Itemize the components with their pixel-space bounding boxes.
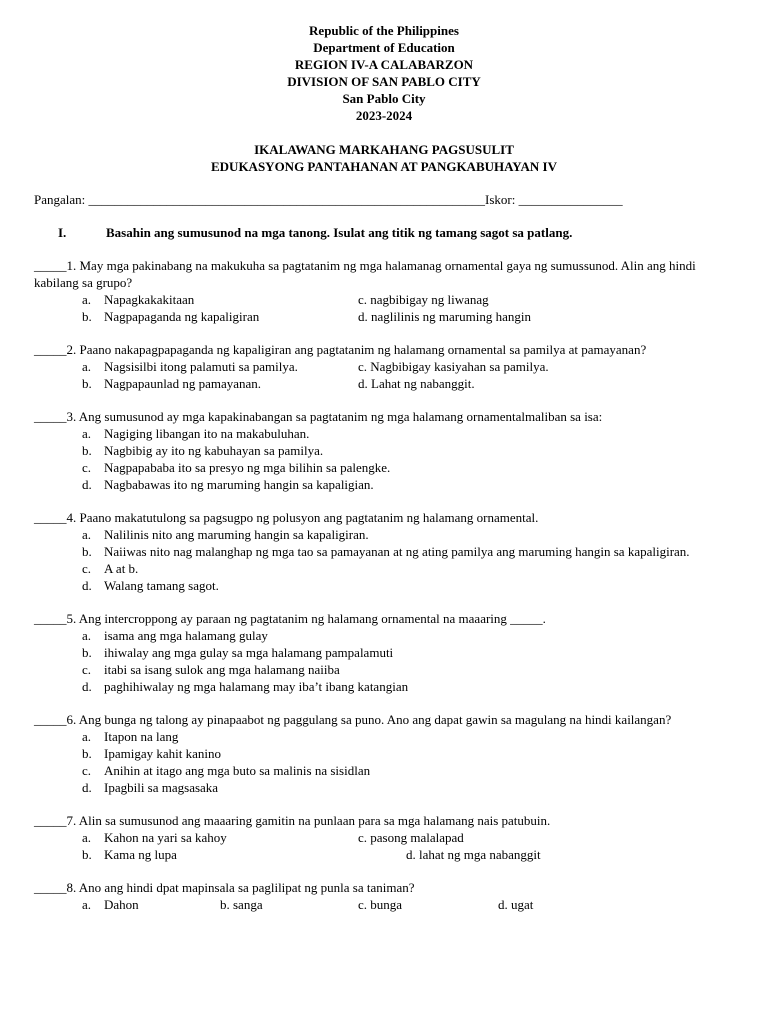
option-c: c. bunga (358, 897, 403, 912)
option-b: Nagpapaunlad ng pamayanan. (104, 376, 262, 391)
option-label: b. (82, 544, 92, 559)
option-label: d. (82, 477, 92, 492)
question-3 (34, 408, 734, 493)
option-item (82, 779, 734, 796)
option-label: b. (82, 847, 92, 862)
option-item (82, 526, 734, 543)
option-label: c. (82, 763, 92, 778)
options-row (82, 846, 734, 863)
option-item (82, 543, 734, 560)
option-item (82, 728, 734, 745)
header-line-region: REGION IV-A CALABARZON (294, 57, 474, 72)
option-b: Nagpapaganda ng kapaligiran (104, 309, 260, 324)
option-text: Ipamigay kahit kanino (104, 746, 221, 761)
section-heading (34, 224, 734, 241)
option-label: a. (82, 729, 92, 744)
option-text: isama ang mga halamang gulay (104, 628, 268, 643)
option-item (82, 762, 734, 779)
option-d: d. Lahat ng nabanggit. (358, 376, 475, 391)
options-list (82, 425, 734, 493)
question-text[interactable]: _____2. Paano nakapagpapaganda ng kapaligiran ang pagtatanim ng halamang ornamental sa pamilya at pamayanan? (34, 342, 647, 357)
option-item (82, 560, 734, 577)
option-item (82, 425, 734, 442)
option-label: d. (82, 679, 92, 694)
header-line-department: Department of Education (313, 40, 455, 55)
options-grid (82, 291, 734, 325)
option-label: a. (82, 527, 92, 542)
header-line-city: San Pablo City (342, 91, 426, 106)
option-a: Nagsisilbi itong palamuti sa pamilya. (104, 359, 298, 374)
option-label: a. (82, 628, 92, 643)
question-text[interactable]: _____4. Paano makatutulong sa pagsugpo ng polusyon ang pagtatanim ng halamang ornamental. (34, 510, 539, 525)
option-item (82, 627, 734, 644)
question-text[interactable]: _____5. Ang intercroppong ay paraan ng pagtatanim ng halamang ornamental na maaaring _____. (34, 611, 546, 626)
option-item (82, 678, 734, 695)
option-label: c. (82, 561, 92, 576)
option-text: Anihin at itago ang mga buto sa malinis na sisidlan (104, 763, 371, 778)
header-line-republic: Republic of the Philippines (309, 23, 459, 38)
option-c: c. nagbibigay ng liwanag (358, 292, 489, 307)
option-label: c. (82, 460, 92, 475)
option-a: Kahon na yari sa kahoy (104, 830, 227, 845)
question-text[interactable]: _____6. Ang bunga ng talong ay pinapaabot ng paggulang sa puno. Ano ang dapat gawin sa magulang na hindi kailangan? (34, 712, 672, 727)
name-score-line[interactable]: Pangalan: _____________________________________________________________Iskor: ________________ (34, 192, 623, 207)
question-6 (34, 711, 734, 796)
option-a: Dahon (104, 897, 139, 912)
option-b: b. sanga (220, 897, 263, 912)
option-label: b. (82, 746, 92, 761)
question-text[interactable]: _____7. Alin sa sumusunod ang maaaring gamitin na punlaan para sa mga halamang nais patubuin. (34, 813, 551, 828)
question-text[interactable]: _____3. Ang sumusunod ay mga kapakinabangan sa pagtatanim ng mga halamang ornamentalmaliban sa isa: (34, 409, 603, 424)
option-d: d. ugat (498, 897, 534, 912)
option-label: c. (82, 662, 92, 677)
document-header (34, 22, 734, 175)
option-text: Nagiging libangan ito na makabuluhan. (104, 426, 310, 441)
option-text: Nagbibig ay ito ng kabuhayan sa pamilya. (104, 443, 324, 458)
header-line-division: DIVISION OF SAN PABLO CITY (287, 74, 481, 89)
option-label: d. (82, 780, 92, 795)
option-label: b. (82, 645, 92, 660)
options-list (82, 728, 734, 796)
option-a: Napagkakakitaan (104, 292, 195, 307)
option-item (82, 661, 734, 678)
option-text: Itapon na lang (104, 729, 179, 744)
options-grid (82, 358, 734, 392)
subject-title: EDUKASYONG PANTAHANAN AT PANGKABUHAYAN IV (211, 159, 557, 174)
section-number: I. (58, 225, 67, 240)
options-list (82, 526, 734, 594)
option-item (82, 442, 734, 459)
section-instruction: Basahin ang sumusunod na mga tanong. Isulat ang titik ng tamang sagot sa patlang. (106, 225, 573, 240)
question-1 (34, 257, 734, 325)
option-item (82, 577, 734, 594)
option-label: b. (82, 309, 92, 324)
option-d: d. naglilinis ng maruming hangin (358, 309, 531, 324)
question-4 (34, 509, 734, 594)
option-text: paghihiwalay ng mga halamang may iba’t ibang katangian (104, 679, 409, 694)
option-item (82, 459, 734, 476)
question-5 (34, 610, 734, 695)
options-row (82, 896, 734, 913)
option-label: d. (82, 578, 92, 593)
option-d: d. lahat ng mga nabanggit (406, 847, 541, 862)
question-2 (34, 341, 734, 392)
options-list (82, 627, 734, 695)
question-text[interactable]: _____8. Ano ang hindi dpat mapinsala sa paglilipat ng punla sa taniman? (34, 880, 415, 895)
options-row (82, 829, 734, 846)
exam-title: IKALAWANG MARKAHANG PAGSUSULIT (254, 142, 514, 157)
question-7 (34, 812, 734, 863)
header-line-school-year: 2023-2024 (355, 108, 413, 123)
option-text: Walang tamang sagot. (104, 578, 219, 593)
option-text: Ipagbili sa magsasaka (104, 780, 219, 795)
option-text: Nagbabawas ito ng maruming hangin sa kapaligian. (104, 477, 374, 492)
option-text: Nagpapababa ito sa presyo ng mga bilihin sa palengke. (104, 460, 391, 475)
exam-page (34, 22, 734, 913)
option-label: b. (82, 443, 92, 458)
option-text: Naiiwas nito nag malanghap ng mga tao sa pamayanan at ng ating pamilya ang maruming hangin sa kapaligiran. (104, 544, 690, 559)
option-text: Nalilinis nito ang maruming hangin sa kapaligiran. (104, 527, 369, 542)
option-item (82, 644, 734, 661)
option-label: a. (82, 830, 92, 845)
option-label: a. (82, 897, 92, 912)
option-b: Kama ng lupa (104, 847, 177, 862)
question-8 (34, 879, 734, 913)
option-label: a. (82, 292, 92, 307)
option-item (82, 476, 734, 493)
option-label: b. (82, 376, 92, 391)
question-text[interactable]: _____1. May mga pakinabang na makukuha sa pagtatanim ng mga halamanag ornamental gaya ng sumussunod. Alin ang hindi kabilang sa grupo? (34, 258, 696, 290)
option-c: c. pasong malalapad (358, 830, 464, 845)
option-text: itabi sa isang sulok ang mga halamang naiiba (104, 662, 340, 677)
option-text: ihiwalay ang mga gulay sa mga halamang pampalamuti (104, 645, 394, 660)
option-label: a. (82, 359, 92, 374)
option-label: a. (82, 426, 92, 441)
option-text: A at b. (104, 561, 139, 576)
option-c: c. Nagbibigay kasiyahan sa pamilya. (358, 359, 549, 374)
option-item (82, 745, 734, 762)
